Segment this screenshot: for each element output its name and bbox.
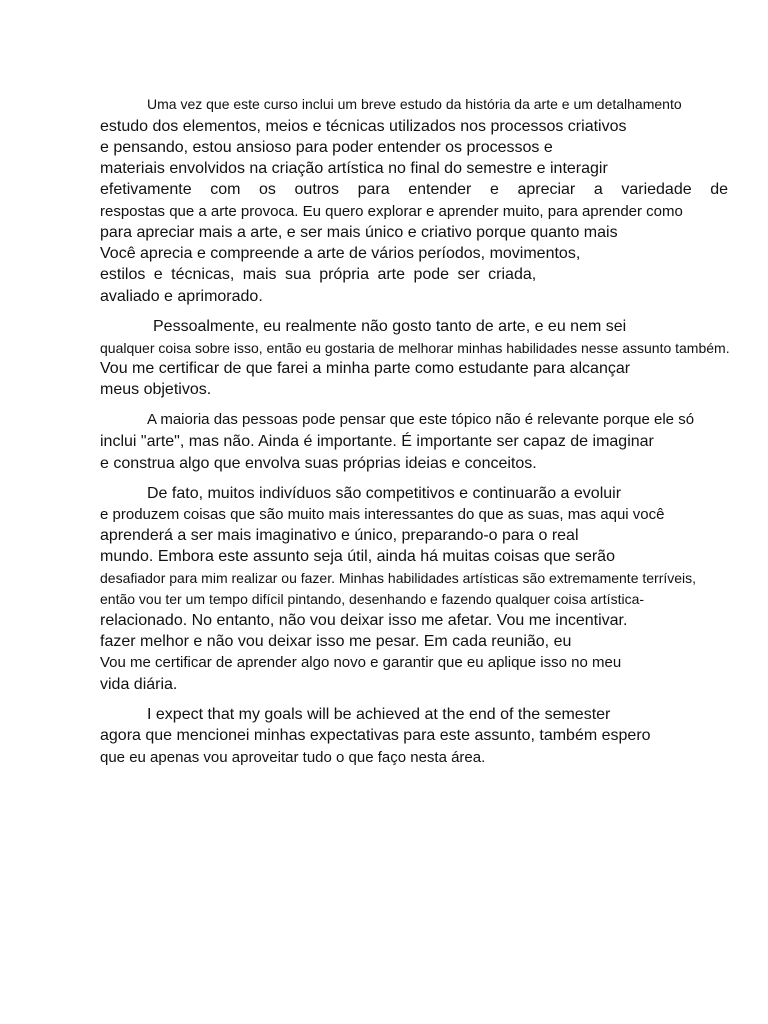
text-line: Você aprecia e compreende a arte de vários períodos, movimentos, (100, 245, 581, 262)
text-line: e pensando, estou ansioso para poder entender os processos e (100, 139, 553, 156)
text-line: então vou ter um tempo difícil pintando, desenhando e fazendo qualquer coisa artística- (100, 591, 645, 607)
text-line: Vou me certificar de aprender algo novo e garantir que eu aplique isso no meu (100, 654, 622, 671)
text-line: aprenderá a ser mais imaginativo e único, preparando-o para o real (100, 527, 579, 544)
text-line: agora que mencionei minhas expectativas para este assunto, também espero (100, 727, 651, 744)
text-line: desafiador para mim realizar ou fazer. Minhas habilidades artísticas são extremamente terríveis, (100, 570, 697, 586)
text-line: materiais envolvidos na criação artística no final do semestre e interagir (100, 160, 608, 177)
text-line: De fato, muitos indivíduos são competitivos e continuarão a evoluir (147, 485, 622, 502)
text-line: vida diária. (100, 676, 178, 693)
text-line: Vou me certificar de que farei a minha parte como estudante para alcançar (100, 360, 631, 377)
text-line: avaliado e aprimorado. (100, 288, 263, 305)
text-line: A maioria das pessoas pode pensar que este tópico não é relevante porque ele só (147, 411, 695, 428)
text-line: Uma vez que este curso inclui um breve estudo da história da arte e um detalhamento (147, 96, 682, 112)
text-line: e produzem coisas que são muito mais interessantes do que as suas, mas aqui você (100, 506, 665, 523)
text-line: e construa algo que envolva suas próprias ideias e conceitos. (100, 455, 537, 472)
text-line: efetivamente com os outros para entender e apreciar a variedade de (100, 181, 728, 198)
text-line: meus objetivos. (100, 381, 212, 398)
text-line: para apreciar mais a arte, e ser mais único e criativo porque quanto mais (100, 224, 618, 241)
text-line: I expect that my goals will be achieved at the end of the semester (147, 706, 611, 723)
text-line: mundo. Embora este assunto seja útil, ainda há muitas coisas que serão (100, 548, 615, 565)
text-line: relacionado. No entanto, não vou deixar isso me afetar. Vou me incentivar. (100, 612, 628, 629)
text-line: estudo dos elementos, meios e técnicas utilizados nos processos criativos (100, 118, 627, 135)
text-line: estilos e técnicas, mais sua própria arte pode ser criada, (100, 266, 537, 283)
text-line: qualquer coisa sobre isso, então eu gostaria de melhorar minhas habilidades nesse assunto também. (100, 340, 730, 356)
text-line: respostas que a arte provoca. Eu quero explorar e aprender muito, para aprender como (100, 203, 683, 220)
text-line: inclui "arte", mas não. Ainda é importante. É importante ser capaz de imaginar (100, 433, 654, 450)
text-line: fazer melhor e não vou deixar isso me pesar. Em cada reunião, eu (100, 633, 572, 650)
text-line: que eu apenas vou aproveitar tudo o que faço nesta área. (100, 749, 486, 766)
text-line: Pessoalmente, eu realmente não gosto tanto de arte, e eu nem sei (153, 318, 627, 335)
